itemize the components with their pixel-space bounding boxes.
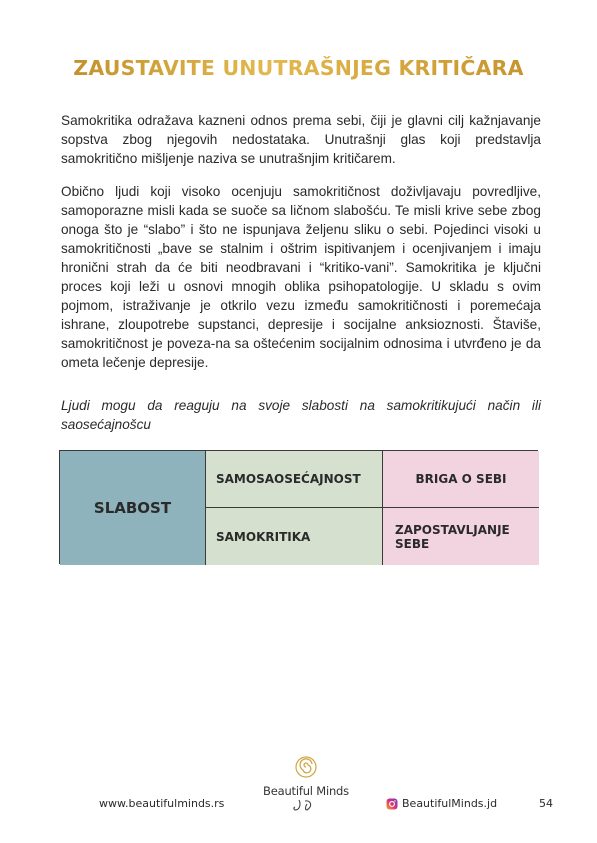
spiral-logo-icon: [295, 756, 317, 778]
table-cell-slabost: SLABOST: [60, 451, 205, 565]
paragraph-intro: Samokritika odražava kazneni odnos prema sebi, čiji je glavni cilj kažnjavanje sopstva zbog njegovih nedostataka. Unutrašnji glas koji predstavlja samokritično mišljenje naziva se unutrašnjim kritičarem.: [61, 113, 541, 166]
brand-logo: [258, 756, 354, 817]
paragraph-italic: Ljudi mogu da reaguju na svoje slabosti na samokritikujući način ili saosećajnošcu: [61, 398, 541, 432]
table-cell-briga-o-sebi: BRIGA O SEBI: [382, 451, 539, 508]
table-cell-samosaosecajnost: SAMOSAOSEĆAJNOST: [205, 451, 382, 508]
logo-name: Beautiful Minds: [263, 784, 349, 798]
instagram-icon: [386, 798, 398, 810]
weakness-table: [59, 450, 538, 564]
page-number: 54: [539, 797, 553, 810]
paragraph-body: Obično ljudi koji visoko ocenjuju samokritičnost doživljavaju povredljive, samoporazne misli kada se suoče sa ličnom slabošću. Te misli krive sebe zbog onoga što je “slabo” i što ne ispunjava željenu sliku o sebi. Pojedinci visoki u samokritičnosti „bave se stalnim i oštrim ispitivanjem i ocenjivanjem i imaju hronični strah da će biti neodbravani i “kritiko-vani”. Samokritika je ključni proces koji leži u osnovi mnogih oblika psihopatologije. U skladu s ovim pojmom, istraživanje je otkrilo vezu između samokritičnosti i poremećaja ishrane, zloupotrebe supstanci, depresije i socijalne anksioznosti. Štaviše, samokritičnost je poveza-na sa oštećenim socijalnim odnosima i utvrđeno je da ometa lečenje depresije.: [61, 184, 541, 370]
footer-website[interactable]: www.beautifulminds.rs: [99, 797, 225, 810]
footer-social[interactable]: [386, 797, 497, 810]
table-cell-samokritika: SAMOKRITIKA: [205, 508, 382, 565]
page-title: ZAUSTAVITE UNUTRAŠNJEG KRITIČARA: [0, 56, 597, 80]
footer-social-handle: BeautifulMinds.jd: [402, 797, 498, 810]
table-cell-zapostavljanje-sebe: ZAPOSTAVLJANJE SEBE: [382, 508, 539, 565]
logo-signature: [291, 798, 321, 812]
